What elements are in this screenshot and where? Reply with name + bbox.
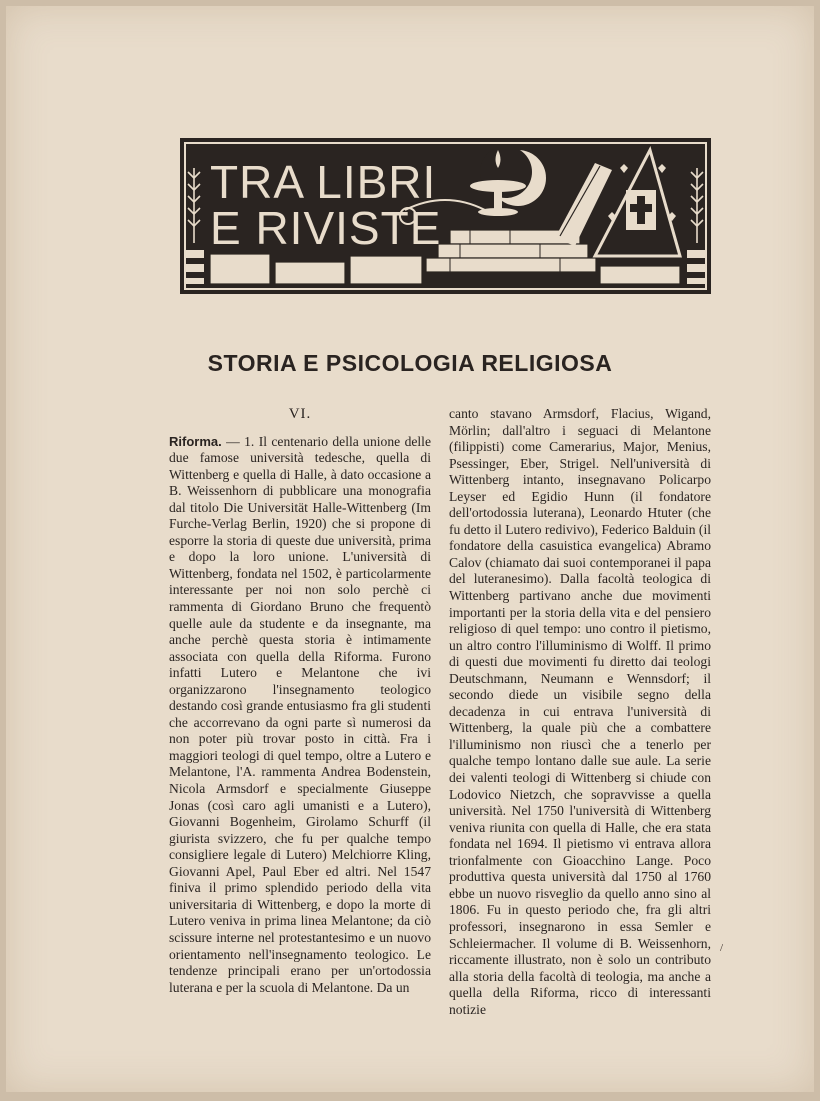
article-number: VI. xyxy=(288,406,312,422)
article-text-left: — 1. Il centenario della unione delle due famose università tedesche, quella di Wittenberg e quella di Halle, à dato occasione a B. Weissenhorn di pubblicare una monografia dal titolo Die Universität Halle-Wittenberg (Im Furche-Verlag Berlin, 1920) che si propone di esporre la storia di queste due università, prima e dopo la loro unione. L'università di Wittenberg, fondata nel 1502, è particolarmente interessante per noi non solo perchè ci rammenta di Giordano Bruno che frequentò quelle aule da studente e da insegnante, ma anche perchè questa storia è intimamente associata con quella della Riforma. Furono infatti Lutero e Melantone che ivi organizzarono l'insegnamento teologico destando così grande entusiasmo fra gli studenti che accorrevano da ogni parte sì numerosi da non poter più trovar posto in città. Fra i maggiori teologi di quel tempo, oltre a Lutero e Melantone, l'A. rammenta Andrea Bodenstein, Nicola Armsdorf e specialmente Giuseppe Jonas (così caro agli umanisti e a Lutero), Giovanni Bogenheim, Girolamo Schurff (il giurista svizzero, che fu per qualche tempo consigliere legale di Lutero) Melchiorre Kling, Giovanni Apel, Paul Eber ed altri. Nel 1547 finiva il primo splendido periodo della vita universitaria di Wittenberg, e dopo la morte di Lutero veniva in prima linea Melantone; da ciò scissure interne nel protestantesimo e un nuovo orientamento nell'insegnamento teologico. Le tendenze principali erano per un'ortodossia luterana e per la scuola di Melantone. Da un xyxy=(169,433,431,995)
article-lead-term: Riforma. xyxy=(169,433,222,449)
banner-title-line1: TRA LIBRI xyxy=(210,156,437,208)
header-banner xyxy=(180,138,711,294)
article-column-right xyxy=(449,406,711,1018)
article-column-left xyxy=(169,406,431,996)
article-text-right: canto stavano Armsdorf, Flacius, Wigand, Mörlin; dall'altro i seguaci di Melantone (filippisti) come Camerarius, Major, Menius, Psessinger, Eber, Strigel. Nell'università di Wittenberg intanto, insegnavano Policarpo Leyser ed Egidio Hunn (il fondatore dell'ortodossia luterana), Leonardo Htuter (che fu detto il Lutero redivivo), Federico Balduin (il fondatore della casuistica evangelica) Abramo Calov (chiamato dai suoi contemporanei il papa del luteranesimo). Dalla facoltà teologica di Wittenberg partivano anche due movimenti importanti per la storia della vita e del pensiero religioso di quel tempo: uno contro il pietismo, un altro contro l'illuminismo di Wolff. Il primo di questi due movimenti fu diretto dai teologi Deutschmann, Neumann e Wennsdorf; il secondo diede un visibile segno della decadenza in cui entrava l'università di Wittenberg, la quale più che a combattere l'illuminismo non riuscì che a tenerlo per qualche tempo lontano dalle sue aule. La serie dei valenti teologi di Wittenberg si chiude con Lodovico Nietzch, che sopravvisse a quella università. Nel 1750 l'università di Wittenberg veniva riunita con quella di Halle, che era stata fondata nel 1694. Il pietismo vi entrava allora trionfalmente con Gioacchino Lange. Poco produttiva questa università dal 1750 al 1760 ebbe un nuovo risveglio da quello anno sino al 1806. Fu in questo periodo che, fra gli altri professori, insegnarono in essa Semler e Schleiermacher. Il volume di B. Weissenhorn, riccamente illustrato, non è solo un contributo alla storia della facoltà di teologia, ma anche a quella della Riforma, ricco di interessanti notizie xyxy=(449,406,711,1017)
banner-illustration xyxy=(180,138,711,294)
banner-title-line2: E RIVISTE xyxy=(210,202,442,254)
section-title: STORIA E PSICOLOGIA RELIGIOSA xyxy=(207,350,613,376)
document-page xyxy=(6,6,814,1092)
end-mark: / xyxy=(720,942,724,954)
